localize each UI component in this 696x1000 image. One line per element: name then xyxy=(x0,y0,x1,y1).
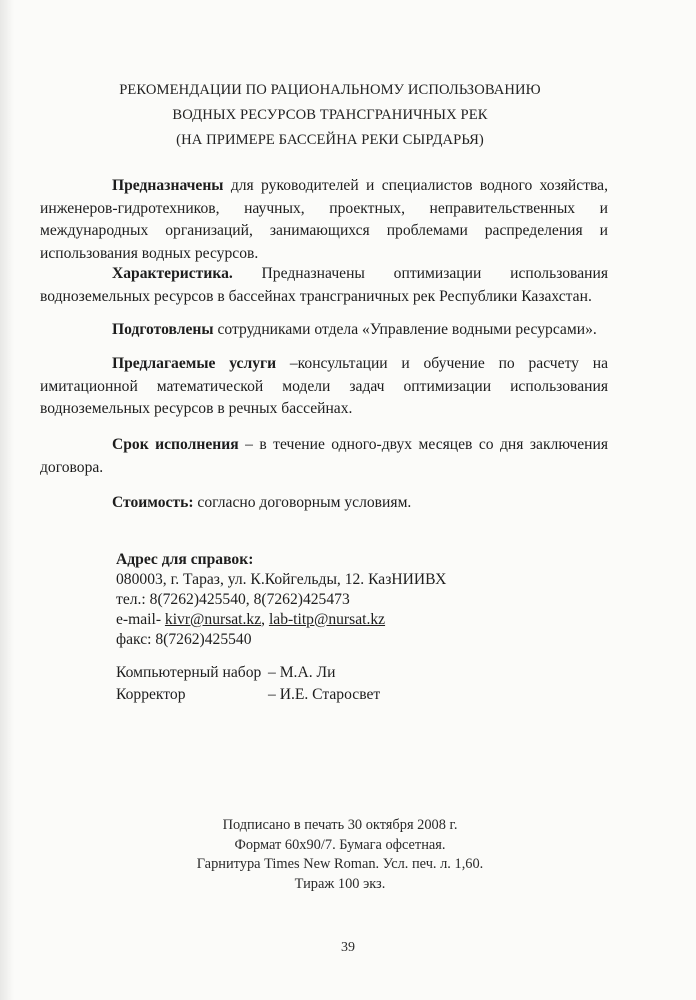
characteristic-paragraph xyxy=(40,263,608,308)
prepared-text: сотрудниками отдела «Управление водными ресурсами». xyxy=(213,321,597,338)
cost-text: согласно договорным условиям. xyxy=(193,494,412,511)
email-link-kivr[interactable]: kivr@nursat.kz xyxy=(164,611,262,628)
email-separator: , xyxy=(261,611,269,628)
staff-credits xyxy=(116,662,536,706)
term-label: Срок исполнения xyxy=(112,436,239,453)
print-info xyxy=(120,816,560,894)
staff-name: – М.А. Ли xyxy=(268,664,336,681)
staff-name: – И.Е. Старосвет xyxy=(268,686,381,703)
contact-block xyxy=(116,550,536,650)
purpose-label: Предназначены xyxy=(112,177,224,194)
prepared-label: Подготовлены xyxy=(112,321,214,338)
contact-fax: факс: 8(7262)425540 xyxy=(116,631,252,648)
staff-role: Компьютерный набор xyxy=(116,664,262,681)
contact-email-row xyxy=(116,610,536,630)
print-typeface: Гарнитура Times New Roman. Усл. печ. л. 1,60. xyxy=(196,856,484,872)
characteristic-text: Предназначены оптимизации использования водноземельных ресурсов в бассейнах трансграничных рек Республики Казахстан. xyxy=(40,265,608,305)
title-line-1: РЕКОМЕНДАЦИИ ПО РАЦИОНАЛЬНОМУ ИСПОЛЬЗОВАНИЮ xyxy=(119,82,541,98)
contact-phone: тел.: 8(7262)425540, 8(7262)425473 xyxy=(116,591,350,608)
scan-edge-shadow xyxy=(0,0,14,1000)
page-number: 39 xyxy=(341,940,355,955)
services-text: –консультации и обучение по расчету на имитационной математической модели задач оптимизации использования водноземельных ресурсов в речных бассейнах. xyxy=(40,355,608,417)
staff-role: Корректор xyxy=(116,686,186,703)
email-link-lab-titp[interactable]: lab-titp@nursat.kz xyxy=(268,611,386,628)
print-signed: Подписано в печать 30 октября 2008 г. xyxy=(222,817,458,833)
services-label: Предлагаемые услуги xyxy=(112,355,277,372)
email-label: e-mail- xyxy=(116,611,165,628)
term-paragraph xyxy=(40,434,608,479)
purpose-text: для руководителей и специалистов водного хозяйства, инженеров-гидротехников, научных, проектных, неправительственных и международных организаций, занимающихся проблемами распределения и использования водных ресурсов. xyxy=(40,177,608,262)
cost-paragraph xyxy=(40,492,608,515)
staff-row-corrector xyxy=(116,684,536,706)
title-line-3: (НА ПРИМЕРЕ БАССЕЙНА РЕКИ СЫРДАРЬЯ) xyxy=(176,132,484,148)
contact-address: 080003, г. Тараз, ул. К.Койгельды, 12. КазНИИВХ xyxy=(116,571,447,588)
print-format: Формат 60х90/7. Бумага офсетная. xyxy=(234,836,446,853)
prepared-paragraph xyxy=(40,319,608,342)
document-title xyxy=(100,78,560,153)
characteristic-label: Характеристика. xyxy=(112,265,233,282)
contact-heading: Адрес для справок: xyxy=(116,551,254,568)
staff-row-typesetting xyxy=(116,662,536,684)
cost-label: Стоимость: xyxy=(112,494,194,511)
term-text: – в течение одного-двух месяцев со дня заключения договора. xyxy=(40,436,609,476)
services-paragraph xyxy=(40,353,608,421)
print-run: Тираж 100 экз. xyxy=(294,875,386,892)
purpose-paragraph xyxy=(40,175,608,265)
title-line-2: ВОДНЫХ РЕСУРСОВ ТРАНСГРАНИЧНЫХ РЕК xyxy=(172,107,488,123)
